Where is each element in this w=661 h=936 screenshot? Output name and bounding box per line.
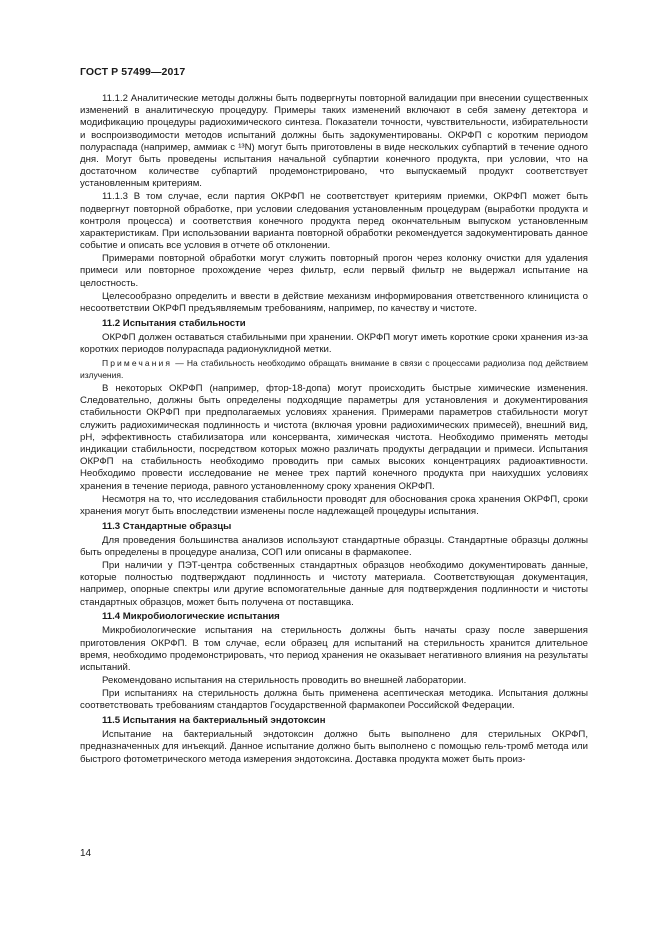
section-heading-11-2: 11.2 Испытания стабильности [102,317,246,329]
note [80,358,588,381]
paragraph-11-1-2: 11.1.2 Аналитические методы должны быть подвергнуты повторной валидации при внесении существенных изменений в аналитическую процедуру. Примеры таких изменений включают в себя замену детектора и модификацию процедуры радиохимического синтеза. Показатели точности, чувствительности, избирательности и воспроизводимости методов испытаний должны быть задокументированы. ОКРФП с коротким периодом полураспада (например, аммиак с ¹³N) могут быть приготовлены в виде нескольких субпартий в течение одного дня. Могут быть проведены испытания начальной субпартии конечного продукта, при условии, что на достаточном количестве субпартий продемонстрировано, что выпускаемый продукт соответствует установленным критериям. [80,93,588,190]
paragraph-reference-standards: Для проведения большинства анализов используют стандартные образцы. Стандартные образцы должны быть определены в процедуре анализа, СОП или описаны в фармакопее. [80,534,588,558]
paragraph-aseptic: При испытаниях на стерильность должна быть применена асептическая методика. Испытания должны соответствовать требованиям стандартов Государственной фармакопеи Российской Федерации. [80,688,588,712]
paragraph-external-lab: Рекомендовано испытания на стерильность проводить во внешней лаборатории. [102,675,467,687]
document-body [80,93,588,767]
section-heading-11-4: 11.4 Микробиологические испытания [102,611,280,623]
paragraph-shelf-life: Несмотря на то, что исследования стабильности проводят для обоснования срока хранения ОКРФП, сроки хранения могут быть впоследствии изменены после надлежащей процедуры испытания. [80,493,588,517]
section-heading-11-3: 11.3 Стандартные образцы [102,520,232,532]
document-header: ГОСТ Р 57499—2017 [80,66,186,78]
paragraph-endotoxin: Испытание на бактериальный эндотоксин должно быть выполнено для стерильных ОКРФП, предназначенных для инъекций. Данное испытание должно быть выполнено с помощью гель-тромб метода или быстрого фотометрического метода измерения эндотоксина. Доставка продукта может быть произ- [80,729,588,765]
paragraph-11-1-3: 11.1.3 В том случае, если партия ОКРФП не соответствует критериям приемки, ОКРФП может быть подвергнут повторной обработке, при условии следования установленным процедурам (выработки продукта и контроля процесса) и соответствия конечного продукта перед окончательным выпуском установленным характеристикам. При использовании варианта повторной обработки рекомендуется задокументировать данное событие и описать все условия в отчете об отклонении. [80,191,588,252]
section-heading-11-5: 11.5 Испытания на бактериальный эндотоксин [102,714,326,726]
page-number: 14 [80,848,92,859]
paragraph-stability-params: В некоторых ОКРФП (например, фтор-18-допа) могут происходить быстрые химические изменения. Следовательно, должны быть определены подходящие параметры для установления и документирования стабильности ОКРФП при предполагаемых условиях хранения. Примерами параметров стабильности могут служить радиохимическая подлинность и чистота (включая уровни радиохимических примесей), внешний вид, pH, эффективность стабилизатора или консерванта, химическая чистота. Необходимо применять методы индикации стабильности, посредством которых можно различать продукты деградации и примеси. Испытания ОКРФП на стабильность необходимо проводить при самых высоких концентрациях радиоактивности. Необходимо провести исследование не менее трех партий конечного продукта при наихудших условиях хранения в течение периода, равного установленному сроку хранения ОКРФП. [80,382,588,492]
paragraph-clinician-info: Целесообразно определить и ввести в действие механизм информирования ответственного клинициста о несоответствии ОКРФП предъявляемым требованиям, например, по качеству и чистоте. [80,290,588,314]
paragraph-pet-center-standards: При наличии у ПЭТ-центра собственных стандартных образцов необходимо документировать данные, которые полностью подтверждают подлинность и чистоту материала. Соответствующая документация, например, опорные спектры или другие вспомогательные данные для подтверждения подлинности и чистоты стандартных образцов, может быть получена от поставщика. [80,559,588,608]
note-text: — На стабильность необходимо обращать внимание в связи с процессами радиолиза под действием излучения. [80,358,588,380]
note-label: Примечания [102,358,173,369]
paragraph-sterility-tests: Микробиологические испытания на стерильность должны быть начаты сразу после завершения приготовления ОКРФП. В том случае, если образец для испытаний на стерильность хранится длительное время, необходимо продемонстрировать, что период хранения не оказывает негативного влияния на результаты испытаний. [80,625,588,674]
paragraph-stability-intro: ОКРФП должен оставаться стабильными при хранении. ОКРФП могут иметь короткие сроки хранения из-за коротких периодов полураспада радионуклидной метки. [80,331,588,355]
paragraph-reprocessing-examples: Примерами повторной обработки могут служить повторный прогон через колонку очистки для удаления примеси или повторное прохождение через фильтр, если первый фильтр не выдержал испытание на целостность. [80,253,588,289]
